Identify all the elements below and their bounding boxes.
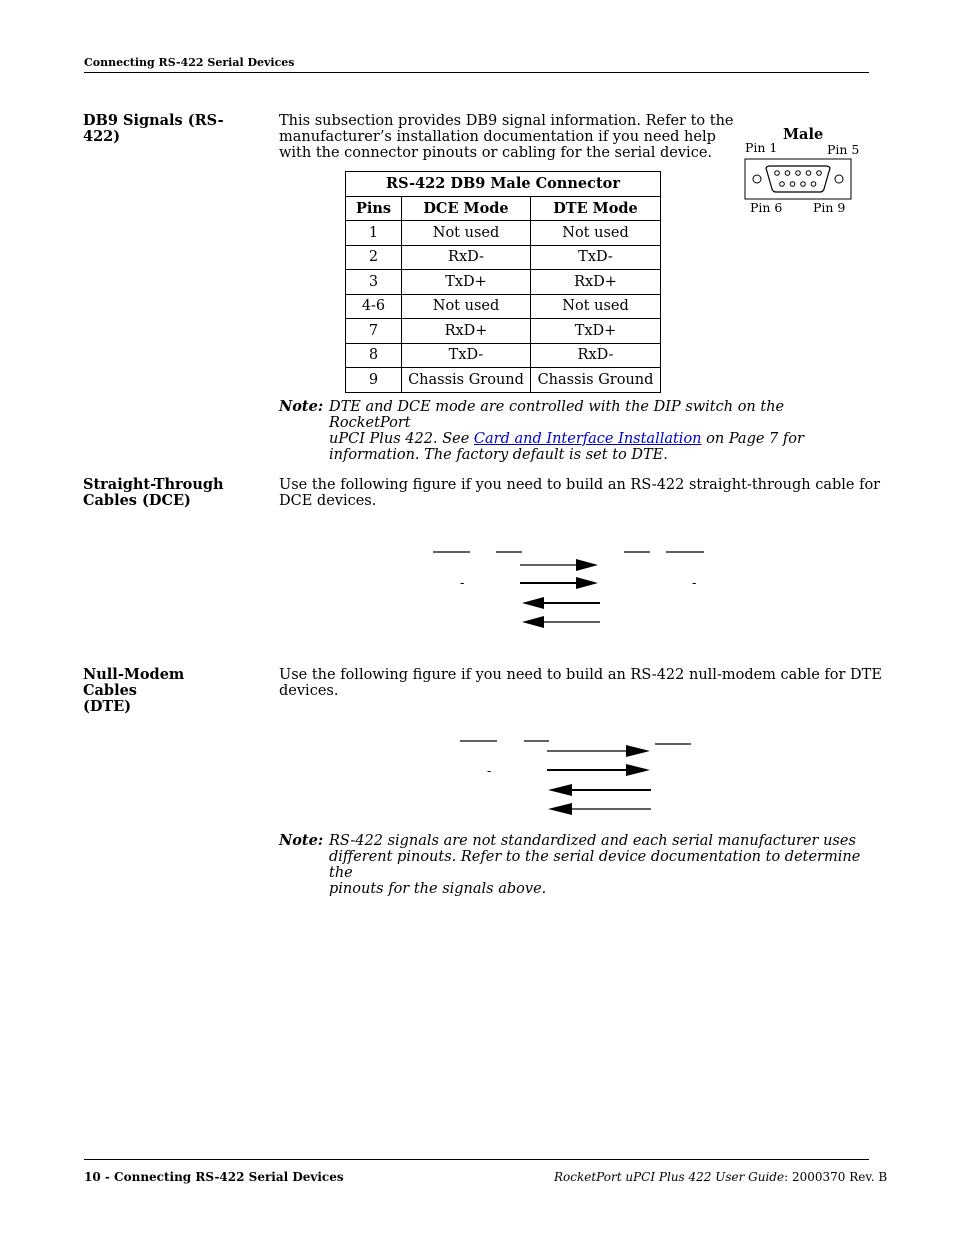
note-line [329, 431, 869, 447]
heading-line: Straight-Through [83, 476, 224, 493]
pin5-label: Pin 5 [827, 142, 860, 157]
footer-guide-title: RocketPort uPCI Plus 422 User Guide [554, 1170, 785, 1184]
table-row [346, 221, 661, 246]
table-cell: Not used [531, 221, 661, 246]
card-installation-link[interactable]: Card and Interface Installation [473, 431, 702, 447]
footer-rule [84, 1159, 869, 1160]
table-cell: 3 [346, 270, 402, 295]
table-cell: Not used [531, 294, 661, 319]
table-cell: TxD- [531, 245, 661, 270]
arrow-head [626, 764, 650, 776]
table-cell: Not used [402, 294, 531, 319]
arrow-head [576, 577, 598, 589]
note-text [329, 399, 869, 463]
table-cell: TxD- [402, 343, 531, 368]
footer-page-label: 10 - Connecting RS-422 Serial Devices [84, 1170, 344, 1184]
note-line: RS-422 signals are not standardized and each serial manufacturer uses [329, 833, 856, 849]
pin-table [345, 171, 661, 393]
header-rule [84, 72, 869, 73]
note-line-post: on Page 7 for [701, 431, 804, 447]
table-cell: RxD- [531, 343, 661, 368]
null-modem-text [279, 667, 882, 699]
column-header: Pins [346, 196, 402, 221]
signal-dash: - [487, 764, 492, 779]
table-row [346, 245, 661, 270]
straight-through-text [279, 477, 880, 509]
column-header: DCE Mode [402, 196, 531, 221]
connector-title: Male [783, 126, 824, 143]
table-title-row [346, 172, 661, 197]
note-line-pre: uPCI Plus 422. See [329, 431, 474, 447]
signal-dash: - [692, 576, 697, 591]
table-cell: RxD+ [402, 319, 531, 344]
note-label: Note: [279, 832, 324, 849]
table-cell: RxD- [402, 245, 531, 270]
table-row [346, 343, 661, 368]
table-cell: 2 [346, 245, 402, 270]
section-heading-null-modem [83, 667, 243, 715]
intro-line: with the connector pinouts or cabling for the serial device. [279, 145, 713, 161]
heading-line: DB9 Signals (RS- [83, 112, 224, 129]
straight-through-cable-diagram [420, 540, 720, 635]
pin9-label: Pin 9 [813, 200, 846, 215]
note-line: information. The factory default is set to DTE. [329, 447, 668, 463]
text-line: Use the following figure if you need to build an RS-422 straight-through cable for [279, 477, 881, 493]
table-title: RS-422 DB9 Male Connector [346, 172, 661, 197]
heading-line: (DTE) [83, 698, 132, 715]
note-label: Note: [279, 398, 324, 415]
note-line: different pinouts. Refer to the serial device documentation to determine the [329, 849, 861, 881]
signal-dash: - [460, 576, 465, 591]
note-signals-not-standardized [279, 832, 869, 897]
arrow-head [576, 559, 598, 571]
note-text [329, 833, 869, 897]
table-cell: 8 [346, 343, 402, 368]
table-row [346, 294, 661, 319]
table-row [346, 319, 661, 344]
text-line: DCE devices. [279, 493, 377, 509]
intro-line: This subsection provides DB9 signal information. Refer to the [279, 113, 734, 129]
note-line: pinouts for the signals above. [329, 881, 547, 897]
section-heading-straight-through [83, 477, 243, 509]
pin1-label: Pin 1 [745, 140, 778, 155]
arrow-head [522, 616, 544, 628]
heading-line: 422) [83, 128, 121, 145]
table-cell: RxD+ [531, 270, 661, 295]
table-cell: 4-6 [346, 294, 402, 319]
table-row [346, 270, 661, 295]
pin6-label: Pin 6 [750, 200, 783, 215]
footer-doc-title [554, 1170, 887, 1184]
heading-line: Null-Modem Cables [83, 666, 185, 699]
table-cell: 1 [346, 221, 402, 246]
arrow-head [548, 803, 572, 815]
table-cell: Not used [402, 221, 531, 246]
table-cell: Chassis Ground [531, 368, 661, 393]
db9-connector-icon [744, 158, 852, 200]
db9-intro [279, 113, 733, 161]
running-header: Connecting RS-422 Serial Devices [84, 56, 295, 69]
table-cell: 7 [346, 319, 402, 344]
text-line: devices. [279, 683, 339, 699]
table-row [346, 368, 661, 393]
note-dip-switch [279, 398, 869, 463]
arrow-head [522, 597, 544, 609]
column-header: DTE Mode [531, 196, 661, 221]
intro-line: manufacturer’s installation documentation if you need help [279, 129, 716, 145]
table-cell: TxD+ [402, 270, 531, 295]
section-heading-db9 [83, 113, 243, 145]
heading-line: Cables (DCE) [83, 492, 191, 509]
table-cell: TxD+ [531, 319, 661, 344]
footer-doc-number: : 2000370 Rev. B [784, 1170, 888, 1184]
arrow-head [548, 784, 572, 796]
table-cell: 9 [346, 368, 402, 393]
note-line: DTE and DCE mode are controlled with the DIP switch on the RocketPort [329, 399, 785, 431]
table-header-row [346, 196, 661, 221]
table-cell: Chassis Ground [402, 368, 531, 393]
arrow-head [626, 745, 650, 757]
text-line: Use the following figure if you need to build an RS-422 null-modem cable for DTE [279, 667, 882, 683]
